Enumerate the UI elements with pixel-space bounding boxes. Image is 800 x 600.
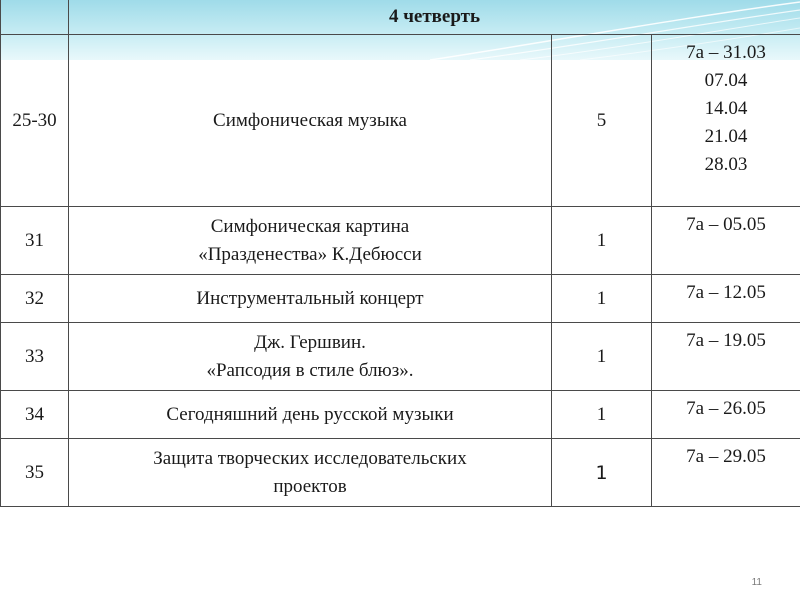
dates-cell [652, 35, 800, 207]
topic-cell [69, 391, 552, 439]
dates-cell [652, 207, 800, 275]
dates-cell [652, 391, 800, 439]
dates-cell [652, 439, 800, 507]
topic-cell [69, 207, 552, 275]
lesson-number-cell: 34 [1, 391, 69, 439]
hours-cell: 1 [552, 439, 652, 507]
lesson-number-cell: 35 [1, 439, 69, 507]
topic-line: «Рапсодия в стиле блюз». [206, 359, 414, 381]
table-row [1, 35, 800, 207]
topic-line: Инструментальный концерт [196, 287, 424, 309]
table-row [1, 275, 800, 323]
date-line: 7а – 29.05 [686, 446, 766, 467]
hours-cell: 1 [552, 391, 652, 439]
dates-cell [652, 275, 800, 323]
lesson-number-cell: 25-30 [1, 35, 69, 207]
date-line: 21.04 [704, 126, 748, 147]
topic-cell [69, 35, 552, 207]
topic-line: Симфоническая музыка [213, 109, 407, 131]
topic-line: «Празденества» К.Дебюсси [198, 243, 422, 265]
quarter-header-row [1, 0, 800, 35]
date-line: 28.03 [704, 154, 748, 175]
hours-cell: 1 [552, 207, 652, 275]
table-row [1, 439, 800, 507]
date-line: 7а – 05.05 [686, 214, 766, 235]
lesson-number-cell: 31 [1, 207, 69, 275]
dates-cell [652, 323, 800, 391]
date-line: 07.04 [704, 70, 748, 91]
date-line: 14.04 [704, 98, 748, 119]
quarter-title: 4 четверть [69, 0, 800, 35]
quarter-header-spacer [1, 0, 69, 35]
table-row [1, 207, 800, 275]
date-line: 7а – 26.05 [686, 398, 766, 419]
topic-cell [69, 275, 552, 323]
topic-cell [69, 439, 552, 507]
date-line: 7а – 31.03 [686, 42, 766, 63]
table-row [1, 323, 800, 391]
hours-cell: 1 [552, 275, 652, 323]
topic-cell [69, 323, 552, 391]
topic-line: Дж. Гершвин. [254, 331, 366, 353]
topic-line: Сегодняшний день русской музыки [166, 403, 454, 425]
lesson-number-cell: 32 [1, 275, 69, 323]
topic-line: Симфоническая картина [210, 215, 410, 237]
date-line: 7а – 12.05 [686, 282, 766, 303]
topic-line: проектов [273, 475, 347, 497]
topic-line: Защита творческих исследовательских [153, 447, 467, 469]
page-number: 11 [751, 577, 762, 588]
hours-cell: 1 [552, 323, 652, 391]
lesson-number-cell: 33 [1, 323, 69, 391]
hours-cell: 5 [552, 35, 652, 207]
date-line: 7а – 19.05 [686, 330, 766, 351]
table-row [1, 391, 800, 439]
